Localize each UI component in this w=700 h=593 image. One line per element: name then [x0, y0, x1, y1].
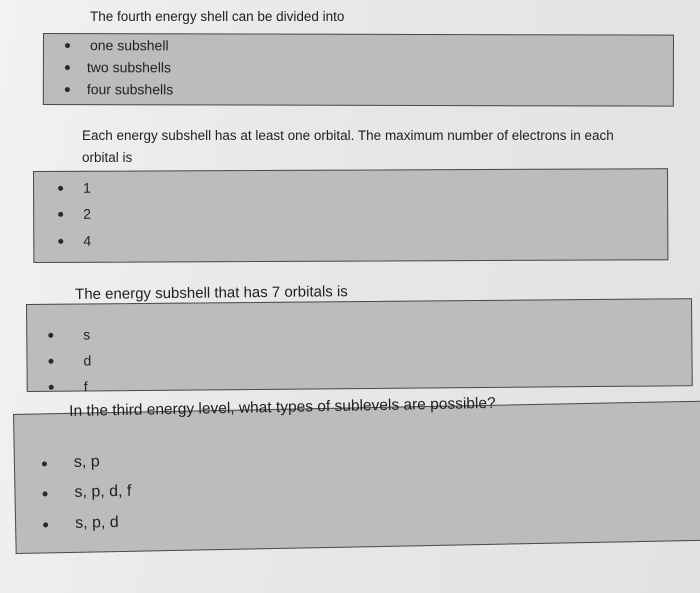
- question-3-prompt: The energy subshell that has 7 orbitals is: [75, 283, 348, 303]
- question-4-option-3[interactable]: [43, 511, 119, 537]
- bullet-icon: [58, 185, 63, 190]
- bullet-icon: [48, 358, 53, 363]
- option-label: one subshell: [89, 37, 169, 54]
- bullet-icon: [42, 461, 47, 466]
- bullet-icon: [42, 491, 47, 496]
- bullet-icon: [58, 211, 63, 216]
- question-1-option-1[interactable]: [65, 34, 169, 56]
- option-label: four subshells: [86, 81, 174, 98]
- option-label: s: [83, 326, 91, 343]
- option-label: 1: [83, 179, 91, 196]
- bullet-icon: [49, 384, 54, 389]
- question-3-answer-box: [26, 298, 693, 395]
- question-2-option-3[interactable]: [58, 229, 92, 253]
- question-1-option-2[interactable]: [65, 56, 171, 78]
- question-3-option-3[interactable]: [49, 375, 88, 399]
- option-label: f: [83, 378, 88, 395]
- bullet-icon: [65, 87, 70, 92]
- question-1-option-3[interactable]: [65, 78, 174, 100]
- option-label: 2: [83, 205, 92, 222]
- question-4-option-2[interactable]: [42, 480, 132, 506]
- option-label: s, p, d: [74, 513, 119, 532]
- option-label: d: [83, 352, 92, 369]
- question-3-option-2[interactable]: [48, 349, 92, 373]
- bullet-icon: [65, 43, 70, 48]
- option-label: two subshells: [86, 59, 171, 76]
- bullet-icon: [58, 238, 63, 243]
- option-label: 4: [83, 232, 92, 249]
- question-1-answer-box: [43, 33, 674, 107]
- bullet-icon: [48, 332, 53, 337]
- question-2-option-1[interactable]: [58, 176, 91, 200]
- question-4-option-1[interactable]: [42, 450, 100, 476]
- option-label: s, p, d, f: [74, 482, 132, 501]
- question-2-option-2[interactable]: [58, 202, 92, 226]
- question-4-prompt: In the third energy level, what types of sublevels are possible?: [69, 394, 496, 420]
- question-1-prompt: The fourth energy shell can be divided into: [90, 9, 345, 24]
- question-3-option-1[interactable]: [48, 323, 91, 347]
- option-label: s, p: [73, 453, 100, 471]
- question-2-prompt: Each energy subshell has at least one orbital. The maximum number of electrons in each orbital is: [82, 128, 614, 165]
- question-4-answer-box: [13, 401, 700, 554]
- bullet-icon: [43, 522, 48, 527]
- bullet-icon: [65, 65, 70, 70]
- question-2-answer-box: [33, 168, 668, 263]
